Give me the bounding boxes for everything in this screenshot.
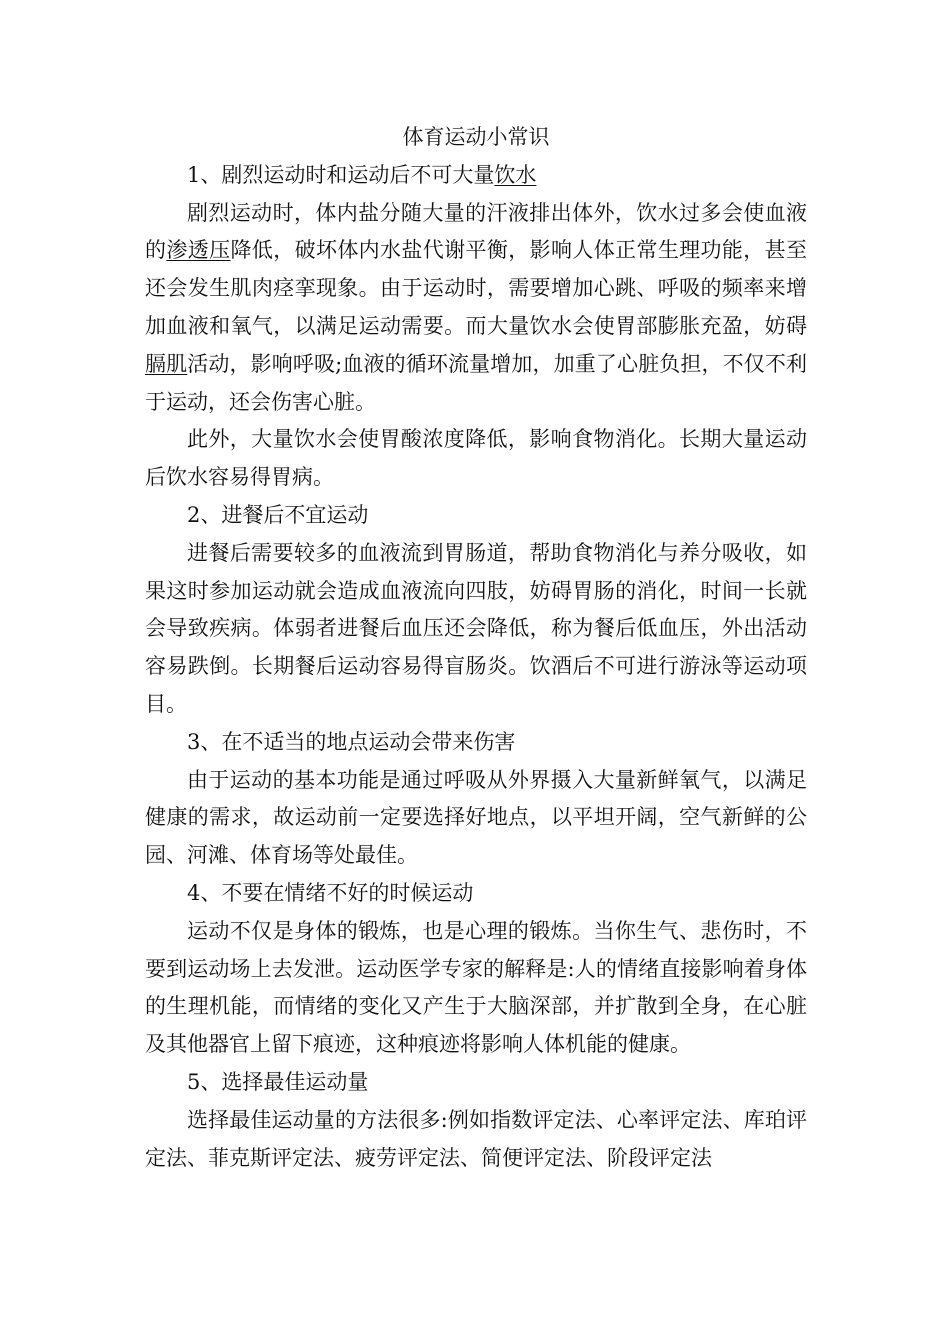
section-3-paragraph-1: 由于运动的基本功能是通过呼吸从外界摄入大量新鲜氧气，以满足健康的需求，故运动前一定要选择好地点，以平坦开阔，空气新鲜的公园、河滩、体育场等处最佳。	[145, 767, 807, 868]
section-heading-1	[145, 157, 807, 195]
section-heading-3: 3、在不适当的地点运动会带来伤害	[187, 729, 516, 754]
paragraph-text: 剧烈运动时，体内盐分随大量的汗液排出体外，饮水过多会使血液的	[145, 200, 807, 263]
section-heading-2: 2、进餐后不宜运动	[187, 502, 369, 527]
document-title: 体育运动小常识	[402, 125, 550, 149]
section-4-paragraph-1: 运动不仅是身体的锻炼，也是心理的锻炼。当你生气、悲伤时，不要到运动场上去发泄。运动医学专家的解释是:人的情绪直接影响着身体的生理机能，而情绪的变化又产生于大脑深部，并扩散到全身，在心脏及其他器官上留下痕迹，这种痕迹将影响人体机能的健康。	[145, 918, 807, 1057]
document-body	[145, 119, 807, 1177]
paragraph-text: 降低，破坏体内水盐代谢平衡，影响人体正常生理功能，甚至还会发生肌肉痉挛现象。由于运动时，需要增加心跳、呼吸的频率来增加血液和氧气，以满足运动需要。而大量饮水会使胃部膨胀充盈，妨碍	[145, 238, 808, 338]
section-5-paragraph-1: 选择最佳运动量的方法很多:例如指数评定法、心率评定法、库珀评定法、菲克斯评定法、疲劳评定法、简便评定法、阶段评定法	[145, 1107, 807, 1170]
diaphragm-link[interactable]: 膈肌	[145, 351, 188, 376]
section-1-paragraph-2: 此外，大量饮水会使胃酸浓度降低，影响食物消化。长期大量运动后饮水容易得胃病。	[145, 427, 807, 490]
section-heading-1-text: 1、剧烈运动时和运动后不可大量	[187, 162, 495, 187]
osmotic-pressure-link[interactable]: 渗透压	[166, 238, 231, 263]
paragraph-text: 活动，影响呼吸;血液的循环流量增加，加重了心脏负担，不仅不利于运动，还会伤害心脏。	[145, 351, 808, 414]
section-2-paragraph-1: 进餐后需要较多的血液流到胃肠道，帮助食物消化与养分吸收，如果这时参加运动就会造成血液流向四肢，妨碍胃肠的消化，时间一长就会导致疾病。体弱者进餐后血压还会降低，称为餐后低血压，外出活动容易跌倒。长期餐后运动容易得盲肠炎。饮酒后不可进行游泳等运动项目。	[145, 540, 807, 716]
section-heading-5: 5、选择最佳运动量	[187, 1069, 369, 1094]
section-1-paragraph-1	[145, 195, 807, 422]
drinking-water-link[interactable]: 饮水	[494, 162, 537, 187]
section-heading-4: 4、不要在情绪不好的时候运动	[187, 880, 474, 905]
